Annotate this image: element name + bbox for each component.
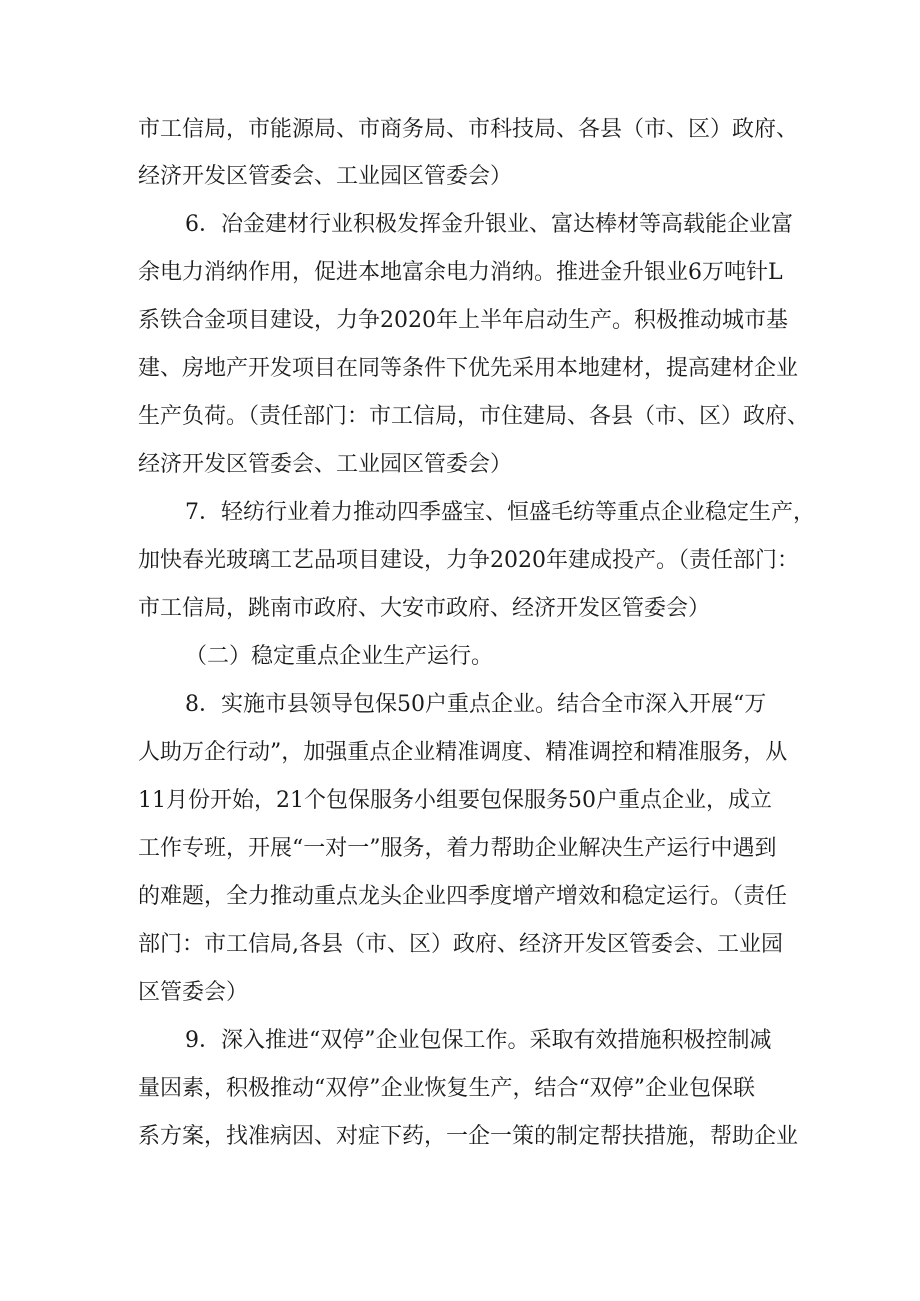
- text-line: 区管委会）: [138, 980, 249, 1005]
- text-line: 市工信局，跳南市政府、大安市政府、经济开发区管委会）: [138, 596, 711, 621]
- text-line: 8．实施市县领导包保50户重点企业。结合全市深入开展“万: [185, 692, 767, 717]
- text-line: 系方案，找准病因、对症下药，一企一策的制定帮扶措施，帮助企业: [138, 1124, 799, 1149]
- text-line: 9．深入推进“双停”企业包保工作。采取有效措施积极控制减: [185, 1028, 772, 1053]
- text-line: 11月份开始，21个包保服务小组要包保服务50户重点企业，成立: [138, 788, 772, 813]
- text-line: 市工信局，市能源局、市商务局、市科技局、各县（市、区）政府、: [138, 117, 799, 142]
- text-line: 系铁合金项目建设，力争2020年上半年启动生产。积极推动城市基: [138, 308, 788, 333]
- text-line: 7．轻纺行业着力推动四季盛宝、恒盛毛纺等重点企业稳定生产，: [185, 500, 815, 525]
- text-line: 建、房地产开发项目在同等条件下优先采用本地建材，提高建材企业: [138, 356, 799, 381]
- text-line: 余电力消纳作用，促进本地富余电力消纳。推进金升银业6万吨针L: [138, 260, 783, 285]
- text-line: 工作专班，开展“一对一”服务，着力帮助企业解决生产运行中遇到: [138, 836, 777, 861]
- text-line: 人助万企行动”，加强重点企业精准调度、精准调控和精准服务，从: [138, 740, 788, 765]
- text-line: 加快春光玻璃工艺品项目建设，力争2020年建成投产。（责任部门：: [138, 548, 799, 573]
- text-line: 经济开发区管委会、工业园区管委会）: [138, 452, 513, 477]
- text-line: 的难题，全力推动重点龙头企业四季度增产增效和稳定运行。（责任: [138, 884, 788, 909]
- text-line: 部门：市工信局,各县（市、区）政府、经济开发区管委会、工业园: [138, 932, 783, 957]
- text-line: 6．冶金建材行业积极发挥金升银业、富达棒材等高载能企业富: [185, 212, 793, 237]
- section-heading: （二）稳定重点企业生产运行。: [185, 644, 494, 669]
- text-line: 经济开发区管委会、工业园区管委会）: [138, 164, 513, 189]
- text-line: 生产负荷。（责任部门：市工信局，市住建局、各县（市、区）政府、: [138, 404, 810, 429]
- text-line: 量因素，积极推动“双停”企业恢复生产，结合“双停”企业包保联: [138, 1076, 755, 1101]
